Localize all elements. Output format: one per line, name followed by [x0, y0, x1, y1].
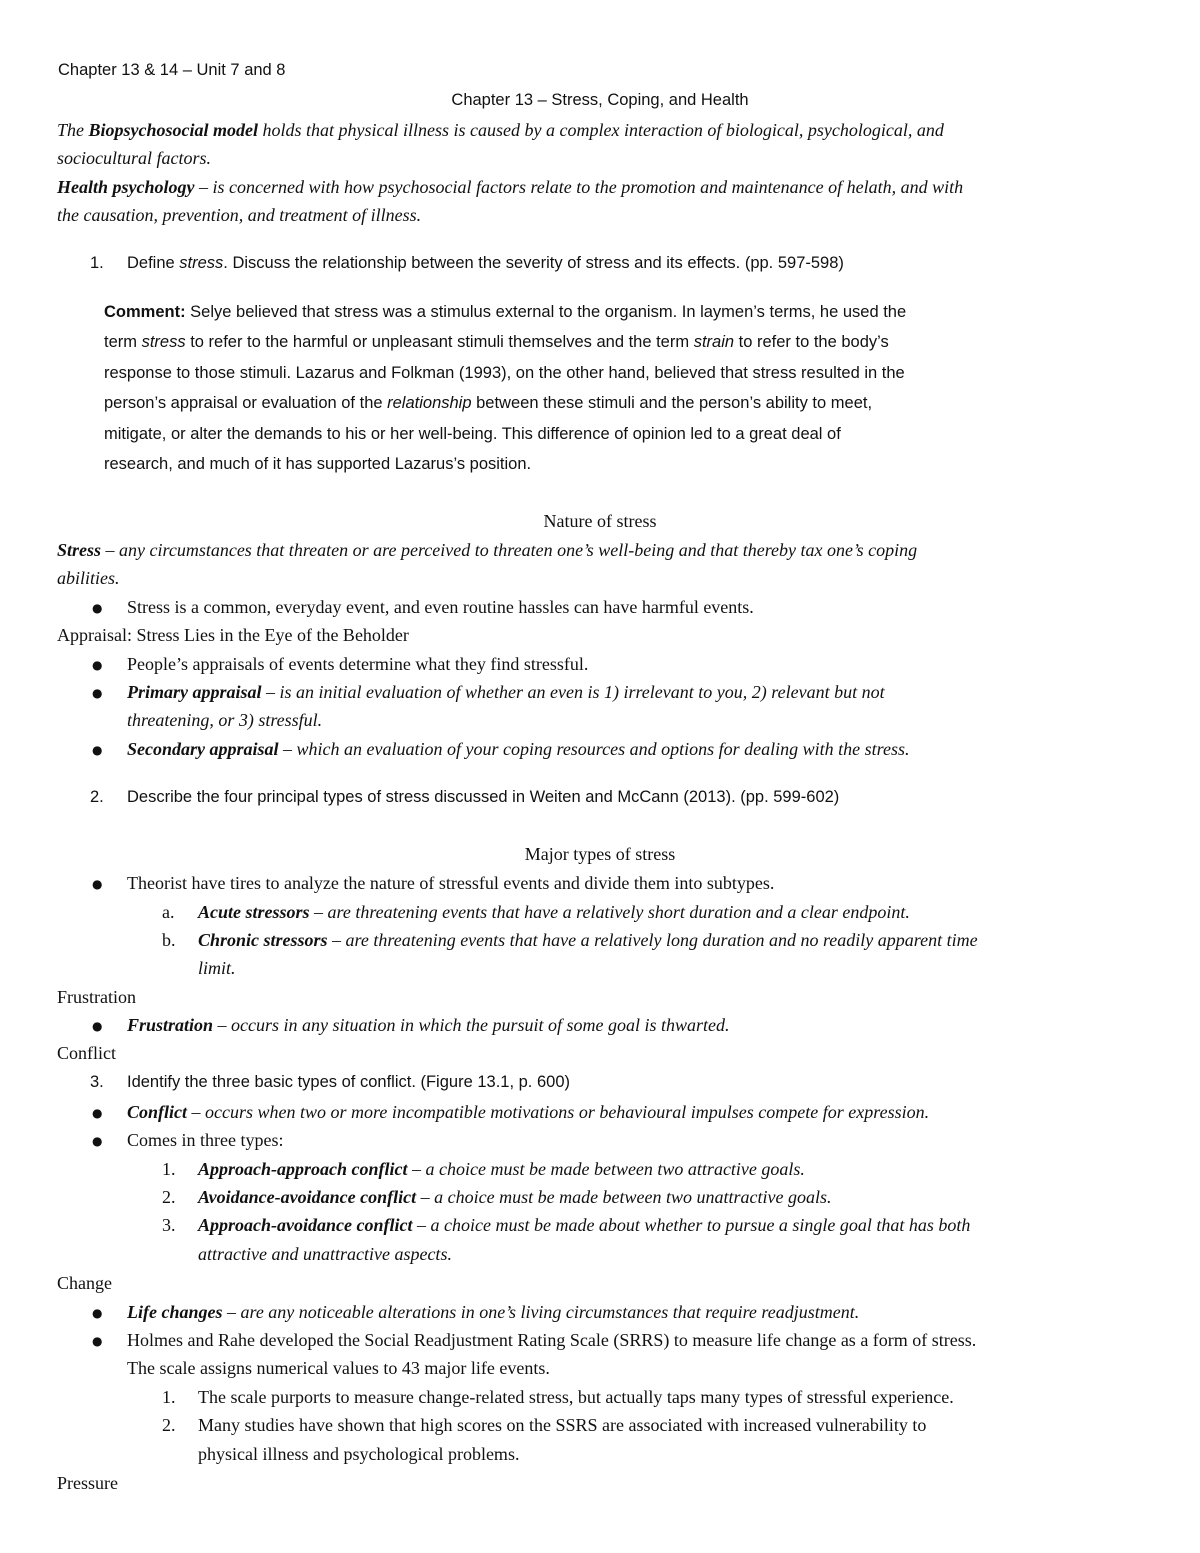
comment-line: mitigate, or alter the demands to his or her well-being. This difference of opinion led to a great deal of [104, 425, 841, 443]
list-number: 1. [162, 1159, 176, 1179]
list-item: People’s appraisals of events determine what they find stressful. [127, 654, 589, 674]
approach-approach-term: Approach-approach conflict [198, 1159, 408, 1179]
list-item: Secondary appraisal – which an evaluation of your coping resources and options for dealing with the stress. [127, 739, 910, 759]
subsection-heading: Conflict [57, 1043, 116, 1063]
question-1: Define stress. Discuss the relationship between the severity of stress and its effects. (pp. 597-598) [127, 254, 844, 272]
list-item: Conflict – occurs when two or more incompatible motivations or behavioural impulses compete for expression. [127, 1102, 930, 1122]
secondary-appraisal-term: Secondary appraisal [127, 739, 279, 759]
question-number: 3. [90, 1073, 104, 1091]
comment-line: response to those stimuli. Lazarus and Folkman (1993), on the other hand, believed that stress resulted in the [104, 364, 905, 382]
list-letter: a. [162, 902, 175, 922]
list-item: Life changes – are any noticeable alterations in one’s living circumstances that require readjustment. [127, 1302, 860, 1322]
bullet-icon: ● [92, 743, 103, 757]
sub-list-item-cont: physical illness and psychological problems. [198, 1444, 520, 1464]
frustration-term: Frustration [127, 1015, 214, 1035]
primary-appraisal-term: Primary appraisal [127, 682, 262, 702]
avoidance-avoidance-term: Avoidance-avoidance conflict [198, 1187, 417, 1207]
stress-definition-cont: abilities. [57, 568, 120, 588]
health-psychology-definition-cont: the causation, prevention, and treatment of illness. [57, 205, 422, 225]
list-number: 2. [162, 1187, 176, 1207]
question-3: Identify the three basic types of conflict. (Figure 13.1, p. 600) [127, 1073, 570, 1091]
conflict-term: Conflict [127, 1102, 188, 1122]
bullet-icon: ● [92, 658, 103, 672]
bullet-icon: ● [92, 877, 103, 891]
list-item: Frustration – occurs in any situation in which the pursuit of some goal is thwarted. [127, 1015, 730, 1035]
sub-list-item-cont: attractive and unattractive aspects. [198, 1244, 452, 1264]
bullet-icon: ● [92, 1306, 103, 1320]
health-psychology-term: Health psychology [57, 177, 195, 197]
bullet-icon: ● [92, 1019, 103, 1033]
unit-header: Chapter 13 & 14 – Unit 7 and 8 [58, 61, 286, 79]
subsection-heading: Appraisal: Stress Lies in the Eye of the Beholder [57, 625, 409, 645]
sub-list-item: Acute stressors – are threatening events that have a relatively short duration and a clear endpoint. [198, 902, 910, 922]
bullet-icon: ● [92, 601, 103, 615]
acute-stressors-term: Acute stressors [198, 902, 310, 922]
bullet-icon: ● [92, 686, 103, 700]
subsection-heading: Frustration [57, 987, 136, 1007]
bullet-icon: ● [92, 1106, 103, 1120]
sub-list-item: Approach-avoidance conflict – a choice must be made about whether to pursue a single goal that has both [198, 1215, 971, 1235]
comment-line: Comment: Selye believed that stress was a stimulus external to the organism. In laymen’s terms, he used the [104, 303, 907, 321]
list-item: Comes in three types: [127, 1130, 284, 1150]
chapter-title: Chapter 13 – Stress, Coping, and Health [451, 91, 749, 109]
list-item: Primary appraisal – is an initial evaluation of whether an even is 1) irrelevant to you, 2) relevant but not [127, 682, 885, 702]
health-psychology-definition: Health psychology – is concerned with how psychosocial factors relate to the promotion and maintenance of helath, and with [57, 177, 964, 197]
stress-term: Stress [57, 540, 102, 560]
list-number: 1. [162, 1387, 176, 1407]
list-item: Stress is a common, everyday event, and even routine hassles can have harmful events. [127, 597, 754, 617]
subsection-heading: Change [57, 1273, 112, 1293]
sub-list-item: Approach-approach conflict – a choice must be made between two attractive goals. [198, 1159, 805, 1179]
sub-list-item-cont: limit. [198, 958, 236, 978]
sub-list-item: The scale purports to measure change-related stress, but actually taps many types of stressful experience. [198, 1387, 954, 1407]
list-item: Holmes and Rahe developed the Social Readjustment Rating Scale (SRRS) to measure life change as a form of stress. [127, 1330, 977, 1350]
comment-label: Comment: [104, 303, 186, 321]
section-heading: Nature of stress [543, 511, 657, 531]
bullet-icon: ● [92, 1334, 103, 1348]
subsection-heading: Pressure [57, 1473, 118, 1493]
sub-list-item: Many studies have shown that high scores on the SSRS are associated with increased vulnerability to [198, 1415, 927, 1435]
question-number: 2. [90, 788, 104, 806]
approach-avoidance-term: Approach-avoidance conflict [198, 1215, 413, 1235]
comment-line: term stress to refer to the harmful or unpleasant stimuli themselves and the term strain to refer to the body’s [104, 333, 889, 351]
biopsychosocial-definition: The Biopsychosocial model holds that physical illness is caused by a complex interaction of biological, psychological, and [57, 120, 944, 140]
question-number: 1. [90, 254, 104, 272]
bullet-icon: ● [92, 1134, 103, 1148]
question-2: Describe the four principal types of stress discussed in Weiten and McCann (2013). (pp. 599-602) [127, 788, 840, 806]
sub-list-item: Chronic stressors – are threatening events that have a relatively long duration and no readily apparent time [198, 930, 978, 950]
section-heading: Major types of stress [524, 844, 676, 864]
list-item: Theorist have tires to analyze the nature of stressful events and divide them into subtypes. [127, 873, 775, 893]
comment-line: research, and much of it has supported Lazarus’s position. [104, 455, 532, 473]
comment-line: person’s appraisal or evaluation of the relationship between these stimuli and the person’s ability to meet, [104, 394, 873, 412]
list-number: 2. [162, 1415, 176, 1435]
life-changes-term: Life changes [127, 1302, 223, 1322]
list-item-cont: threatening, or 3) stressful. [127, 710, 323, 730]
biopsychosocial-definition-cont: sociocultural factors. [57, 148, 211, 168]
biopsychosocial-term: Biopsychosocial model [88, 120, 258, 140]
list-number: 3. [162, 1215, 176, 1235]
sub-list-item: Avoidance-avoidance conflict – a choice must be made between two unattractive goals. [198, 1187, 832, 1207]
list-letter: b. [162, 930, 176, 950]
list-item-cont: The scale assigns numerical values to 43 major life events. [127, 1358, 550, 1378]
stress-definition: Stress – any circumstances that threaten or are perceived to threaten one’s well-being and that thereby tax one’s coping [57, 540, 918, 560]
chronic-stressors-term: Chronic stressors [198, 930, 328, 950]
